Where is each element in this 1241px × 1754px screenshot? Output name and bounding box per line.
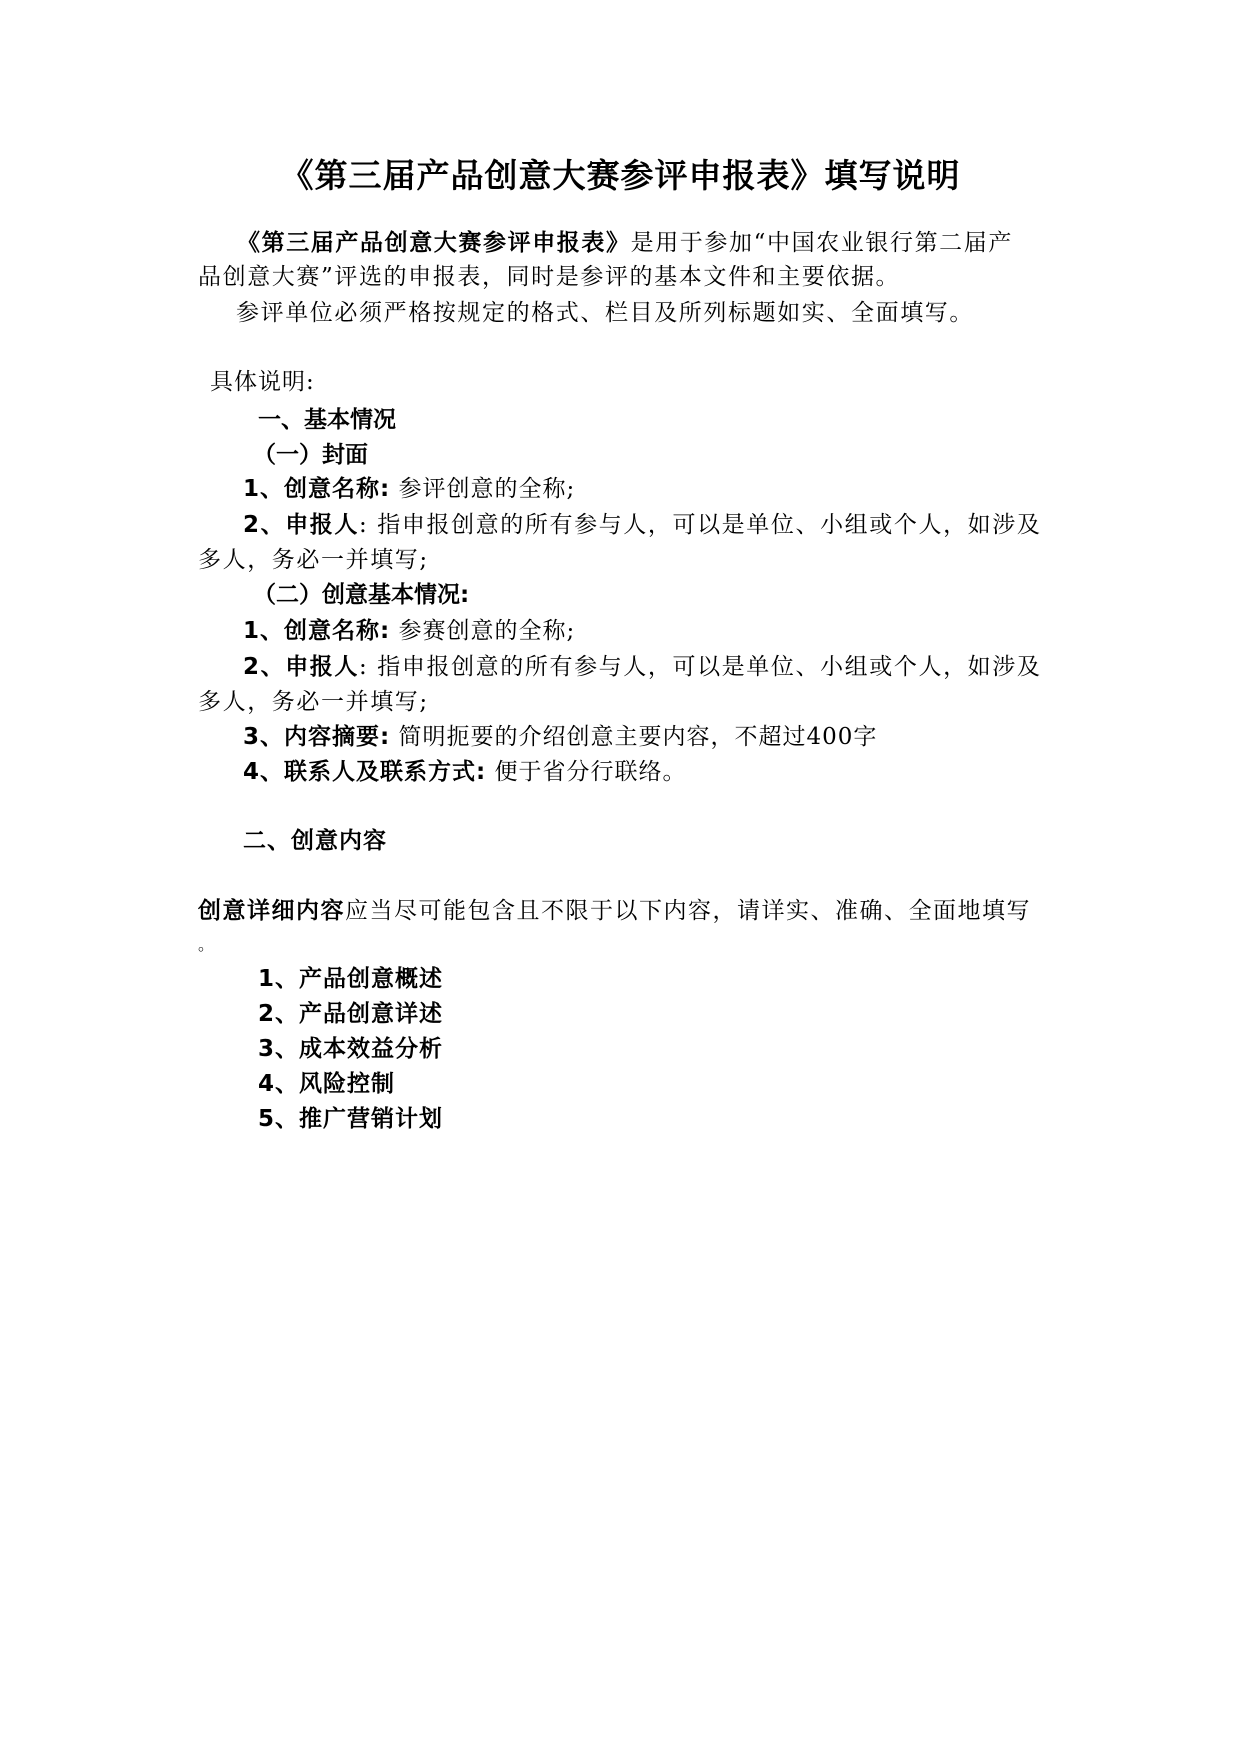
basic-item-4-text: 便于省分行联络。: [486, 759, 687, 785]
intro-line-2: 品创意大赛”评选的申报表，同时是参评的基本文件和主要依据。: [198, 264, 901, 290]
intro-form-name: 《第三届产品创意大赛参评申报表》: [237, 230, 631, 256]
basic-item-2-text: : 指申报创意的所有参与人，可以是单位、小组或个人，如涉及: [359, 654, 1042, 680]
content-list-item: 2、产品创意详述: [258, 1001, 444, 1027]
basic-info-heading: （二）创意基本情况:: [253, 582, 470, 608]
basic-item-2-continued: 多人，务必一并填写;: [198, 689, 429, 715]
section-2-heading: 二、创意内容: [243, 828, 387, 854]
section-1-heading: 一、基本情况: [258, 407, 396, 433]
cover-item-2: [243, 510, 1041, 540]
basic-item-4: [243, 757, 687, 787]
detail-paragraph: [198, 896, 1031, 926]
cover-item-1-label: 1、创意名称:: [243, 476, 391, 502]
basic-item-3-label: 3、内容摘要:: [243, 724, 391, 750]
basic-item-2: [243, 652, 1041, 682]
document-title: 《第三届产品创意大赛参评申报表》填写说明: [280, 156, 961, 195]
cover-item-1-text: 参评创意的全称;: [390, 476, 576, 502]
basic-item-3-text: 简明扼要的介绍创意主要内容，不超过400字: [390, 724, 878, 750]
content-list-item: 3、成本效益分析: [258, 1036, 444, 1062]
cover-item-2-text: : 指申报创意的所有参与人，可以是单位、小组或个人，如涉及: [359, 512, 1042, 538]
basic-item-4-label: 4、联系人及联系方式:: [243, 759, 487, 785]
intro-line-3: 参评单位必须严格按规定的格式、栏目及所列标题如实、全面填写。: [236, 300, 974, 326]
intro-line-1-text: 是用于参加“中国农业银行第二届产: [630, 230, 1013, 256]
content-list-item: 4、风险控制: [258, 1071, 396, 1097]
cover-heading: （一）封面: [253, 442, 368, 468]
details-subheading: 具体说明:: [210, 369, 315, 395]
basic-item-1-text: 参赛创意的全称;: [390, 618, 576, 644]
content-list-item: 5、推广营销计划: [258, 1106, 444, 1132]
basic-item-1: [243, 616, 575, 646]
content-list-item: 1、产品创意概述: [258, 966, 444, 992]
basic-item-2-label: 2、申报人: [243, 654, 360, 680]
detail-bold-lead: 创意详细内容: [198, 898, 345, 924]
cover-item-2-label: 2、申报人: [243, 512, 360, 538]
cover-item-2-continued: 多人，务必一并填写;: [198, 547, 429, 573]
basic-item-1-label: 1、创意名称:: [243, 618, 391, 644]
cover-item-1: [243, 474, 575, 504]
basic-item-3: [243, 722, 877, 752]
detail-text: 应当尽可能包含且不限于以下内容，请详实、准确、全面地填写: [345, 898, 1031, 924]
detail-period: 。: [198, 935, 215, 954]
intro-line-1: [237, 228, 1013, 258]
